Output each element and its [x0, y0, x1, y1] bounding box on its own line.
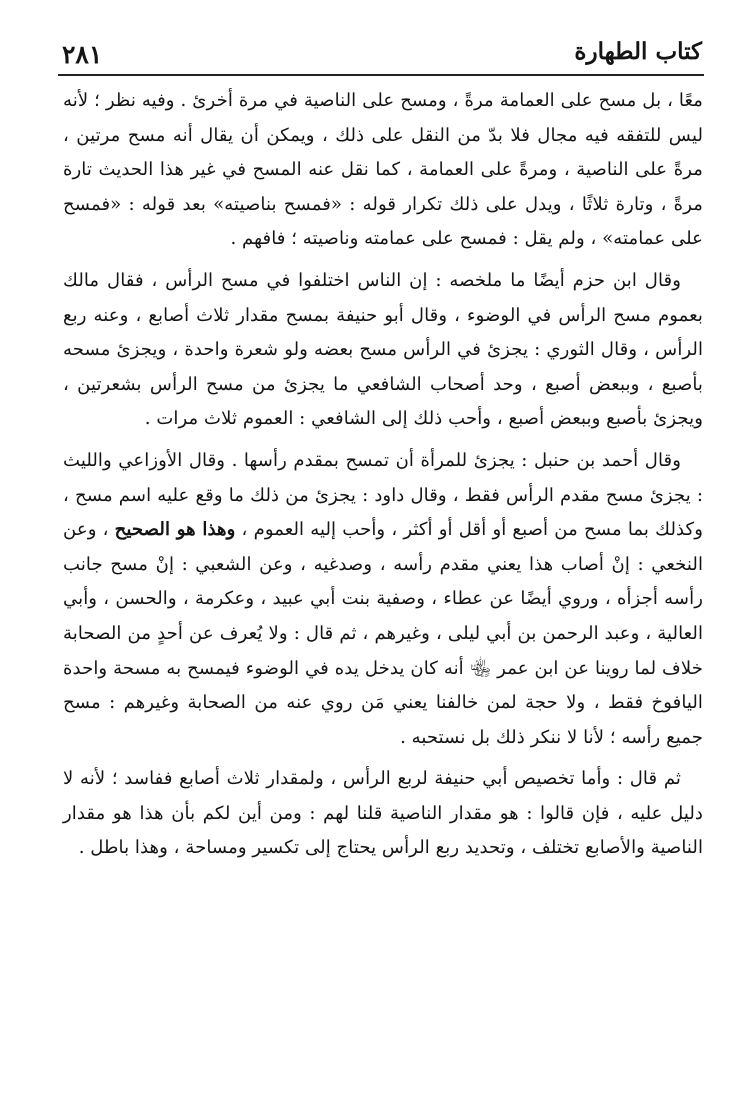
- page-number: ٢٨١: [62, 40, 103, 69]
- paragraph-3-text-b: ، وعن النخعي : إنْ أصاب هذا يعني مقدم رأسه ، وصدغيه ، وعن الشعبي : إنْ مسح جانب رأسه أجزأه ، وروي أيضًا عن عطاء ، وصفية بنت أبي عبيد ، وعكرمة ، والحسن ، وأبي العالية ، وعبد الرحمن بن أبي ليلى ، وغيرهم ، ثم قال : ولا يُعرف عن أحدٍ من الصحابة خلاف لما روينا عن ابن عمر ﵄ أنه كان يدخل يده في الوضوء فيمسح به مسحة واحدة اليافوخ فقط ، ولا حجة لمن خالفنا يعني مَن روي عنه من الصحابة وغيرهم : مسح جميع رأسه ؛ لأنا لا ننكر ذلك بل نستحبه .: [63, 519, 703, 748]
- paragraph-1: معًا ، بل مسح على العمامة مرةً ، ومسح على الناصية في مرة أخرئ . وفيه نظر ؛ لأنه ليس للتفقه فيه مجال فلا بدّ من النقل على ذلك ، ويمكن أن يقال أنه مسح مرتين ، مرةً على الناصية ، ومرةً على العمامة ، كما نقل عنه المسح في غير هذا الحديث تارة مرةً ، وتارة ثلاثًا ، ويدل على ذلك تكرار قوله : «فمسح بناصيته» بعد قوله : «فمسح على عمامته» ، ولم يقل : فمسح على عمامته وناصيته ؛ فافهم .: [63, 90, 703, 250]
- header-rule: [58, 74, 704, 76]
- running-title: كتاب الطهارة: [574, 38, 702, 65]
- paragraph-2: وقال ابن حزم أيضًا ما ملخصه : إن الناس اختلفوا في مسح الرأس ، فقال مالك بعموم مسح الرأس في الوضوء ، وقال أبو حنيفة بمسح مقدار ثلاث أصابع ، وعنه ربع الرأس ، وقال الثوري : يجزئ في الرأس مسح بعضه ولو شعرة واحدة ، ويجزئ مسحه بأصبع ، وببعض أصبع ، وحد أصحاب الشافعي ما يجزئ من مسح الرأس بشعرتين ، ويجزئ بأصبع وببعض أصبع ، وأحب ذلك إلى الشافعي : العموم ثلاث مرات .: [63, 269, 703, 430]
- paragraph-3: [63, 444, 703, 755]
- paragraph-3-text-a: وقال أحمد بن حنبل : يجزئ للمرأة أن تمسح بمقدم رأسها . وقال الأوزاعي والليث : يجزئ مسح مقدم الرأس فقط ، وقال داود : يجزئ من ذلك ما وقع عليه اسم مسح ، وكذلك بما مسح من أصبع أو أقل أو أكثر ، وأحب إليه العموم ،: [63, 449, 703, 541]
- page-header: [58, 36, 702, 72]
- page-body: [63, 84, 703, 866]
- paragraph-3-emphasis: وهذا هو الصحيح: [114, 519, 236, 541]
- paragraph-4: ثم قال : وأما تخصيص أبي حنيفة لربع الرأس ، ولمقدار ثلاث أصابع ففاسد ؛ لأنه لا دليل عليه ، فإن قالوا : هو مقدار الناصية قلنا لهم : ومن أين لكم بأن هذا هو مقدار الناصية والأصابع تختلف ، وتحديد ربع الرأس يحتاج إلى تكسير ومساحة ، وهذا باطل .: [63, 768, 703, 859]
